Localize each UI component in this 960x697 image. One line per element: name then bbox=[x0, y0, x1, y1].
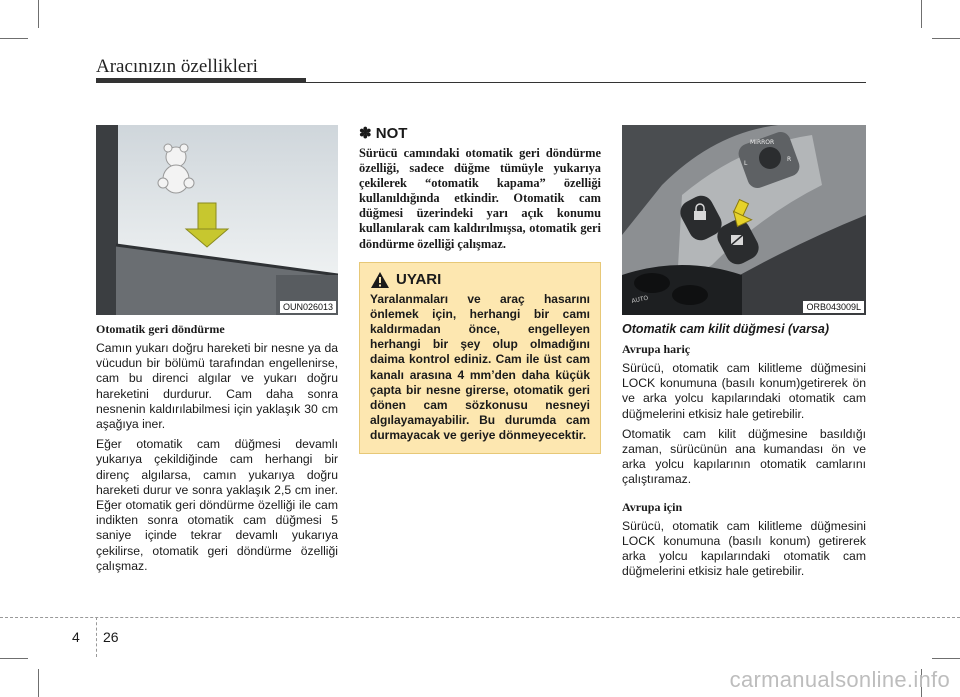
crop-mark bbox=[0, 38, 28, 39]
subheading: Avrupa için bbox=[622, 499, 683, 514]
column-window-lock bbox=[622, 125, 866, 579]
figure-window-reverse bbox=[96, 125, 338, 315]
section-title: Aracınızın özellikleri bbox=[96, 56, 258, 77]
note-heading bbox=[359, 124, 601, 142]
mirror-label: MIRROR bbox=[750, 139, 775, 146]
window-illustration bbox=[96, 125, 338, 315]
paragraph: Camın yukarı doğru hareketi bir nesne ya da vücudun bir bölümü tarafından engellenirse, cam bu direnci algılar ve yukarı doğru hareketini durdurur. Cam daha sonra nesnenin kaldırılabilmesi için yaklaşık 30 cm aşağıya iner. bbox=[96, 341, 338, 432]
figure-code: OUN026013 bbox=[280, 301, 336, 313]
footer-divider bbox=[96, 617, 97, 657]
warning-title: UYARI bbox=[396, 271, 442, 289]
subheading: Avrupa hariç bbox=[622, 342, 691, 356]
paragraph: Sürücü, otomatik cam kilitleme düğmesini LOCK konumuna (basılı konum) getirerek arka yolcu kapılarındaki otomatik cam düğmelerini etkisiz hale getirebilir. bbox=[622, 518, 866, 579]
column-auto-reverse bbox=[96, 125, 338, 574]
note-symbol-icon: ✽ bbox=[359, 125, 372, 142]
chapter-number: 4 bbox=[72, 629, 80, 645]
header-rule bbox=[96, 82, 866, 83]
door-switch-illustration bbox=[622, 125, 866, 315]
paragraph: Eğer otomatik cam düğmesi devamlı yukarıya çekildiğinde cam herhangi bir direnç algılarsa, camın yukarıya doğru hareketi durur ve sonra yaklaşık 2,5 cm iner. Eğer otomatik geri döndürme özelliği ile cam indikten sonra otomatik cam düğmesi 5 saniye içinde tekrar devamlı yukarıya çekilirse, otomatik geri döndürme özelliği çalışmaz. bbox=[96, 437, 338, 573]
auto-label: AUTO bbox=[630, 294, 649, 305]
crop-mark bbox=[921, 0, 922, 28]
figure-lock-button bbox=[622, 125, 866, 315]
footer-rule bbox=[0, 617, 960, 618]
column-note-warning bbox=[359, 125, 601, 454]
watermark: carmanualsonline.info bbox=[729, 667, 950, 692]
window-lock-icon bbox=[730, 234, 744, 246]
caption: Otomatik geri döndürme bbox=[96, 322, 225, 336]
paragraph: Otomatik cam kilit düğmesine basıldığı zaman, sürücünün ana kumandası ön ve arka yolcu kapılarının otomatik camlarını çalıştıramaz. bbox=[622, 426, 866, 487]
crop-mark bbox=[38, 669, 39, 697]
figure-code: ORB043009L bbox=[803, 301, 864, 313]
warning-body: Yaralanmaları ve araç hasarını önlemek için, herhangi bir camı kaldırmadan önce, engelleyen herhangi bir şey olup olmadığını daima kontrol ediniz. Cam ile üst cam kanalı arasına 4 mm’den daha küçük çapta bir nesne girerse, otomatik geri dönen cam sözkonusu nesneyi algılayamayabilir. Bu durumda cam durmayacak ve geriye dönmeyecektir. bbox=[370, 291, 590, 443]
crop-mark bbox=[932, 38, 960, 39]
page-number: 26 bbox=[103, 629, 119, 645]
crop-mark bbox=[0, 658, 28, 659]
mirror-l-label: L bbox=[744, 160, 748, 167]
crop-mark bbox=[38, 0, 39, 28]
warning-triangle-icon bbox=[370, 271, 390, 289]
note-title: NOT bbox=[375, 125, 408, 142]
paragraph: Sürücü, otomatik cam kilitleme düğmesini LOCK konumuna (basılı konum)getirerek ön ve arka yolcu kapılarındaki otomatik cam düğmelerini etkisiz hale getirebilir. bbox=[622, 361, 866, 421]
warning-box bbox=[359, 262, 601, 454]
crop-mark bbox=[932, 658, 960, 659]
warning-heading bbox=[370, 271, 590, 289]
note-body: Sürücü camındaki otomatik geri döndürme özelliği, sadece düğme tümüyle yukarıya çekilerek “otomatik kapama” özelliği kullanıldığında etkindir. Otomatik cam düğmesi üzerindeki yarı açık konumu kullanılarak cam kaldırılmışsa, otomatik geri döndürme özelliği çalışmaz. bbox=[359, 146, 601, 251]
mirror-r-label: R bbox=[787, 156, 792, 163]
caption: Otomatik cam kilit düğmesi (varsa) bbox=[622, 322, 830, 336]
